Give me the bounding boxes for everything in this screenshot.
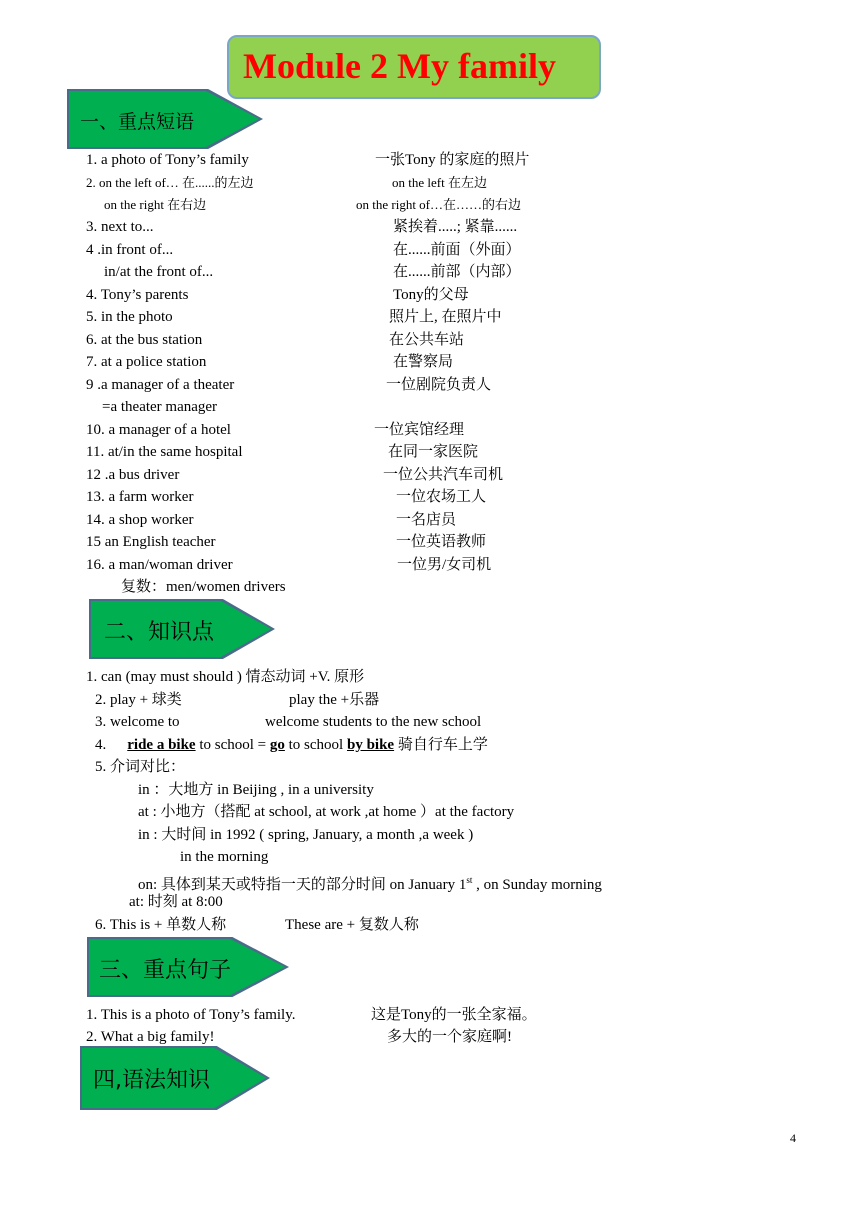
section-1-heading: 一、重点短语 [80,111,195,133]
preposition-on [138,871,602,894]
superscript: st [466,875,473,885]
knowledge-item: 1. can (may must should ) 情态动词 +V. 原形 [86,669,365,685]
knowledge-item-4 [95,736,488,754]
preposition-in-morning: in the morning [180,849,269,865]
preposition-at-place: at : 小地方（搭配 at school, at work ,at home ）at the factory [138,804,515,820]
phrase-zh: Tony的父母 [393,287,469,303]
phrase-zh: 一位男/女司机 [397,557,492,573]
text: on: 具体到某天或特指一天的部分时间 on January 1 [138,877,467,893]
phrase-zh: 一位宾馆经理 [374,422,465,438]
phrase-en: 6. at the bus station [86,332,203,348]
section-3-heading: 三、重点句子 [99,958,232,983]
title-box [227,35,601,99]
text: 骑自行车上学 [394,737,488,753]
phrase-zh: 在警察局 [393,354,454,370]
phrase-en: 复数：men/women drivers [121,579,286,595]
phrase-by-bike: by bike [346,737,395,753]
page-title: Module 2 My family [243,46,556,86]
phrase-en: 4 .in front of... [86,242,174,258]
knowledge-item: 3. welcome to [95,714,180,730]
phrase-zh: on the right of…在……的右边 [356,197,522,212]
phrase-en: 16. a man/woman driver [86,557,233,573]
phrase-en: 12 .a bus driver [86,467,180,483]
phrase-go: go [269,737,285,753]
preposition-at-time: at: 时刻 at 8:00 [129,894,223,910]
phrase-en: 1. a photo of Tony’s family [86,152,249,168]
knowledge-item: These are + 复数人称 [285,917,419,933]
phrase-zh: 在......前面（外面） [393,242,521,258]
phrase-en: 13. a farm worker [86,489,194,505]
phrase-en: 14. a shop worker [86,512,194,528]
phrase-en: 5. in the photo [86,309,173,325]
phrase-en: 7. at a police station [86,354,207,370]
knowledge-item: 5. 介词对比： [95,759,186,775]
phrase-zh: 一位农场工人 [396,489,487,505]
sentence-en: 1. This is a photo of Tony’s family. [86,1007,296,1023]
phrase-zh: 一位剧院负责人 [386,377,492,393]
phrase-en: 11. at/in the same hospital [86,444,243,460]
knowledge-item: play the +乐器 [289,692,380,708]
phrase-zh: 在公共车站 [389,332,465,348]
text: to school [284,737,347,753]
phrase-zh: 在同一家医院 [388,444,479,460]
phrase-zh: 一位英语教师 [396,534,487,550]
phrase-en: 2. on the left of… 在......的左边 [86,175,254,190]
preposition-in-time: in : 大时间 in 1992 ( spring, January, a month ,a week ) [138,827,474,843]
phrase-en: 4. Tony’s parents [86,287,189,303]
knowledge-item: 6. This is + 单数人称 [95,917,227,933]
phrase-en: 15 an English teacher [86,534,216,550]
phrase-ride-a-bike: ride a bike [127,737,196,753]
text: to school = [195,737,270,753]
phrase-en: 3. next to... [86,219,154,235]
knowledge-item: welcome students to the new school [265,714,482,730]
sentence-zh: 多大的一个家庭啊! [387,1029,512,1045]
phrase-zh: 照片上, 在照片中 [389,309,502,325]
section-4-heading: 四,语法知识 [93,1068,210,1093]
phrase-zh: on the left 在左边 [392,175,487,190]
knowledge-item: 2. play + 球类 [95,692,182,708]
section-2-heading: 二、知识点 [104,620,215,645]
text: , on Sunday morning [472,877,602,893]
phrase-en: 10. a manager of a hotel [86,422,231,438]
preposition-in-place: in ：大地方 in Beijing , in a university [138,782,374,798]
phrase-zh: 一位公共汽车司机 [383,467,504,483]
phrase-zh: 一名店员 [396,512,457,528]
sentence-en: 2. What a big family! [86,1029,215,1045]
phrase-zh: 紧挨着.....; 紧靠...... [393,219,518,235]
sentence-zh: 这是Tony的一张全家福。 [371,1007,537,1023]
page-number: 4 [790,1131,796,1145]
phrase-en: 9 .a manager of a theater [86,377,235,393]
phrase-zh: 一张Tony 的家庭的照片 [375,152,530,168]
phrase-en: on the right 在右边 [104,197,207,212]
phrase-en: in/at the front of... [104,264,214,280]
phrase-en: =a theater manager [102,399,218,415]
knowledge-num: 4. [95,737,107,753]
phrase-zh: 在......前部（内部） [393,264,521,280]
